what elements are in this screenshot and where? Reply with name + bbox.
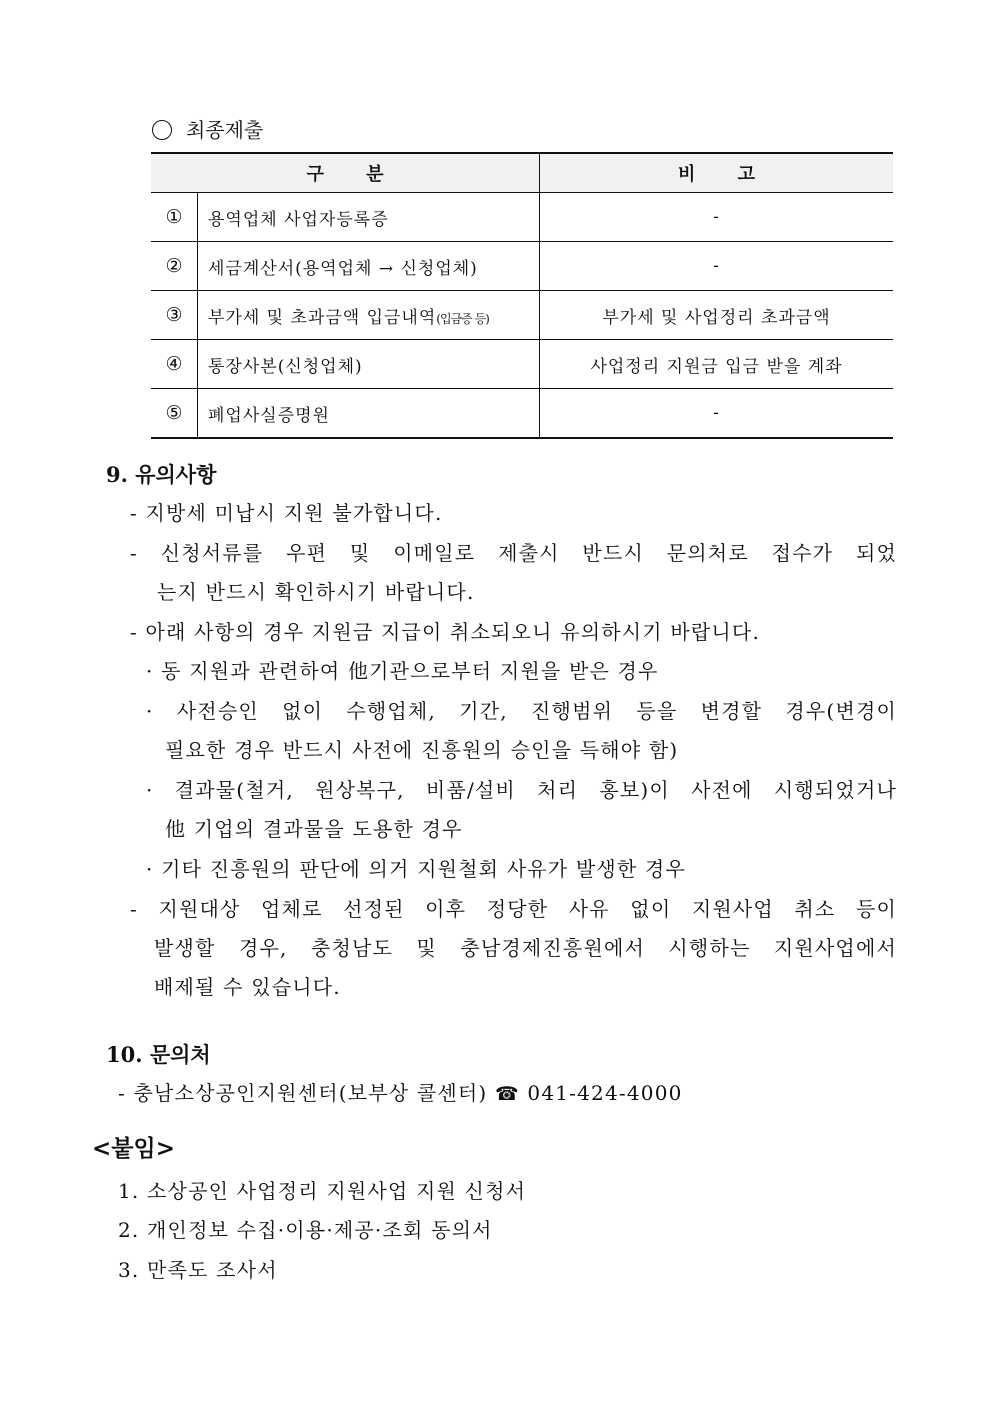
header-note: 비 고 [540,153,894,193]
row-item [198,291,540,340]
row-note: - [540,389,894,439]
row-item: 용역업체 사업자등록증 [198,193,540,242]
header-category: 구 분 [151,153,540,193]
section9-line: 배제될 수 있습니다. [154,975,341,999]
row-number: ② [151,242,198,291]
table-row [151,291,893,340]
row-number: ⑤ [151,389,198,439]
table-row [151,389,893,439]
submission-table [151,152,893,439]
section9-line: · 기타 진흥원의 판단에 의거 지원철회 사유가 발생한 경우 [146,857,686,881]
row-number: ① [151,193,198,242]
row-number: ④ [151,340,198,389]
section9-line: 는지 반드시 확인하시기 바랍니다. [157,580,475,604]
row-note: - [540,193,894,242]
row-item-small: (입금증 등) [436,311,489,326]
row-item: 폐업사실증명원 [198,389,540,439]
section9-title: 9. 유의사항 [106,462,217,487]
row-number: ③ [151,291,198,340]
final-submission-heading [152,114,263,143]
row-note: 사업정리 지원금 입금 받을 계좌 [540,340,894,389]
section9-line: 他 기업의 결과물을 도용한 경우 [165,817,463,841]
section9-line: · 결과물(철거, 원상복구, 비품/설비 처리 홍보)이 사전에 시행되었거나 [146,778,897,802]
circle-bullet-icon [152,120,172,140]
table-row [151,242,893,291]
section10-title: 10. 문의처 [106,1042,211,1067]
table-header-row [151,153,893,193]
attachment-item: 3. 만족도 조사서 [118,1258,278,1282]
row-item: 세금계산서(용역업체 → 신청업체) [198,242,540,291]
attachment-item: 2. 개인정보 수집·이용·제공·조회 동의서 [118,1218,493,1242]
section9-line: - 아래 사항의 경우 지원금 지급이 취소되오니 유의하시기 바랍니다. [130,620,761,644]
contact-line [118,1077,683,1106]
section9-line: · 사전승인 없이 수행업체, 기간, 진행범위 등을 변경할 경우(변경이 [146,699,897,723]
section9-line: 필요한 경우 반드시 사전에 진흥원의 승인을 득해야 함) [165,738,679,762]
table-row [151,340,893,389]
attachments-title: <붙임> [92,1135,175,1162]
row-item: 통장사본(신청업체) [198,340,540,389]
row-item-text: 부가세 및 초과금액 입금내역 [208,307,437,328]
attachment-item: 1. 소상공인 사업정리 지원사업 지원 신청서 [118,1179,527,1203]
contact-name: - 충남소상공인지원센터(보부상 콜센터) [118,1081,488,1105]
section9-line: 발생할 경우, 충청남도 및 충남경제진흥원에서 시행하는 지원사업에서 [154,936,897,960]
row-note: - [540,242,894,291]
contact-phone: 041-424-4000 [527,1081,683,1105]
telephone-icon: ☎ [494,1083,520,1105]
final-submission-title: 최종제출 [186,118,264,142]
row-note: 부가세 및 사업정리 초과금액 [540,291,894,340]
section9-line: · 동 지원과 관련하여 他기관으로부터 지원을 받은 경우 [146,659,659,683]
table-row [151,193,893,242]
section9-line: - 지방세 미납시 지원 불가합니다. [130,501,443,525]
section9-line: - 지원대상 업체로 선정된 이후 정당한 사유 없이 지원사업 취소 등이 [130,897,897,921]
section9-line: - 신청서류를 우편 및 이메일로 제출시 반드시 문의처로 접수가 되었 [130,541,897,565]
